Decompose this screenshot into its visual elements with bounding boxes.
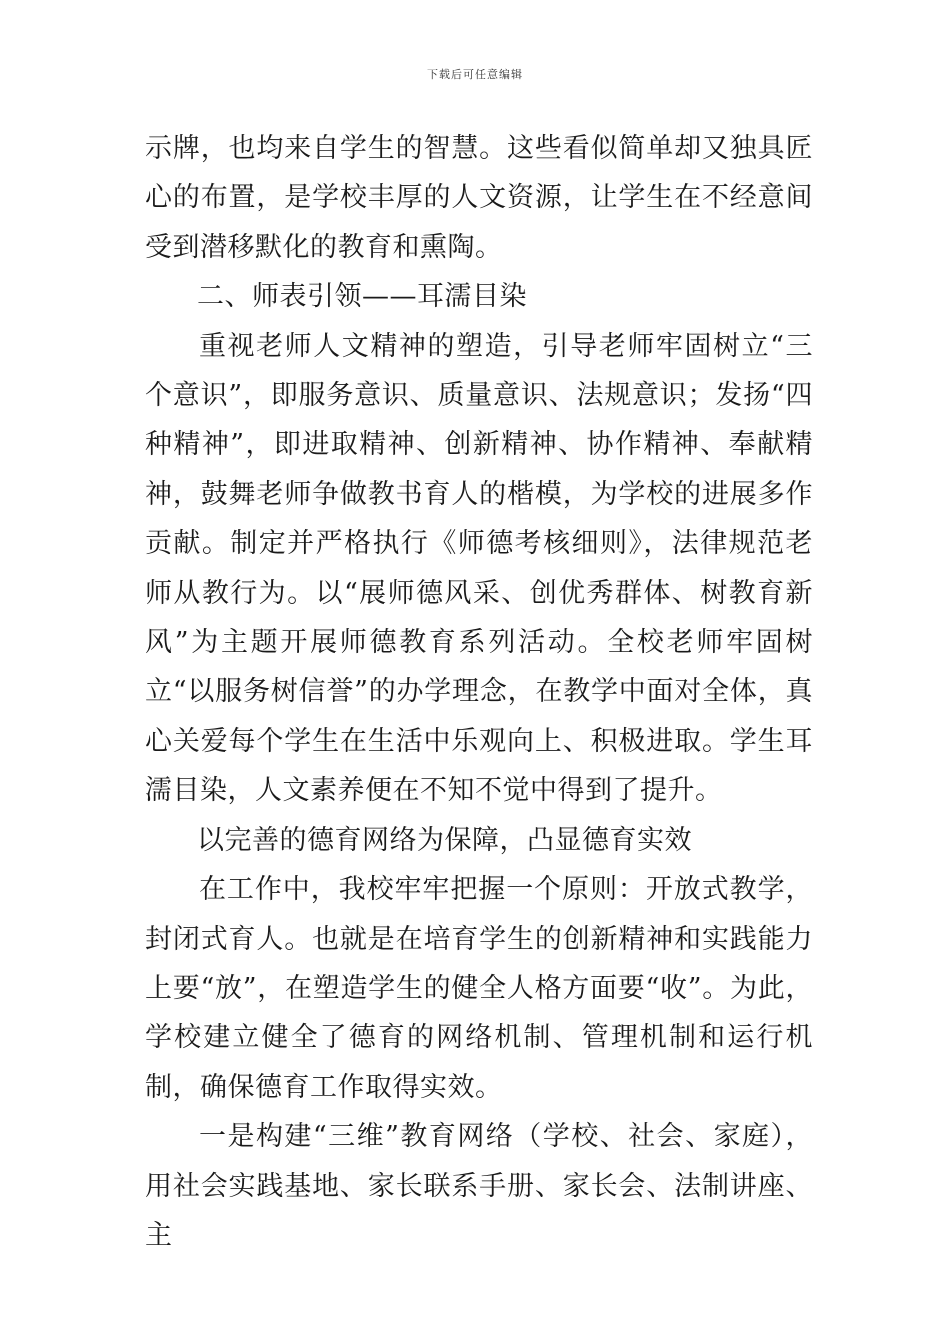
paragraph-teacher-spirit: 重视老师人文精神的塑造，引导老师牢固树立“三个意识”，即服务意识、质量意识、法规意识；发扬“四种精神”，即进取精神、创新精神、协作精神、奉献精神，鼓舞老师争做教书育人的楷模，为学校的进展多作贡献。制定并严格执行《师德考核细则》，法律规范老师从教行为。以“展师德风采、创优秀群体、树教育新风”为主题开展师德教育系列活动。全校老师牢固树立“以服务树信誉”的办学理念，在教学中面对全体，真心关爱每个学生在生活中乐观向上、积极进取。学生耳濡目染，人文素养便在不知不觉中得到了提升。 <box>145 330 813 807</box>
document-body <box>145 124 813 1260</box>
section-heading-teacher-example: 二、师表引领——耳濡目染 <box>197 281 527 313</box>
paragraph-continuation: 示牌，也均来自学生的智慧。这些看似简单却又独具匠心的布置，是学校丰厚的人文资源，让学生在不经意间受到潜移默化的教育和熏陶。 <box>145 133 813 263</box>
header-note: 下载后可任意编辑 <box>427 68 523 81</box>
paragraph-work-principle: 在工作中，我校牢牢把握一个原则：开放式教学，封闭式育人。也就是在培育学生的创新精神和实践能力上要“放”，在塑造学生的健全人格方面要“收”。为此，学校建立健全了德育的网络机制、管理机制和运行机制，确保德育工作取得实效。 <box>145 874 813 1103</box>
section-heading-moral-network: 以完善的德育网络为保障，凸显德育实效 <box>197 824 692 856</box>
paragraph-three-dimension-network: 一是构建“三维”教育网络（学校、社会、家庭），用社会实践基地、家长联系手册、家长会、法制讲座、主 <box>145 1121 813 1251</box>
